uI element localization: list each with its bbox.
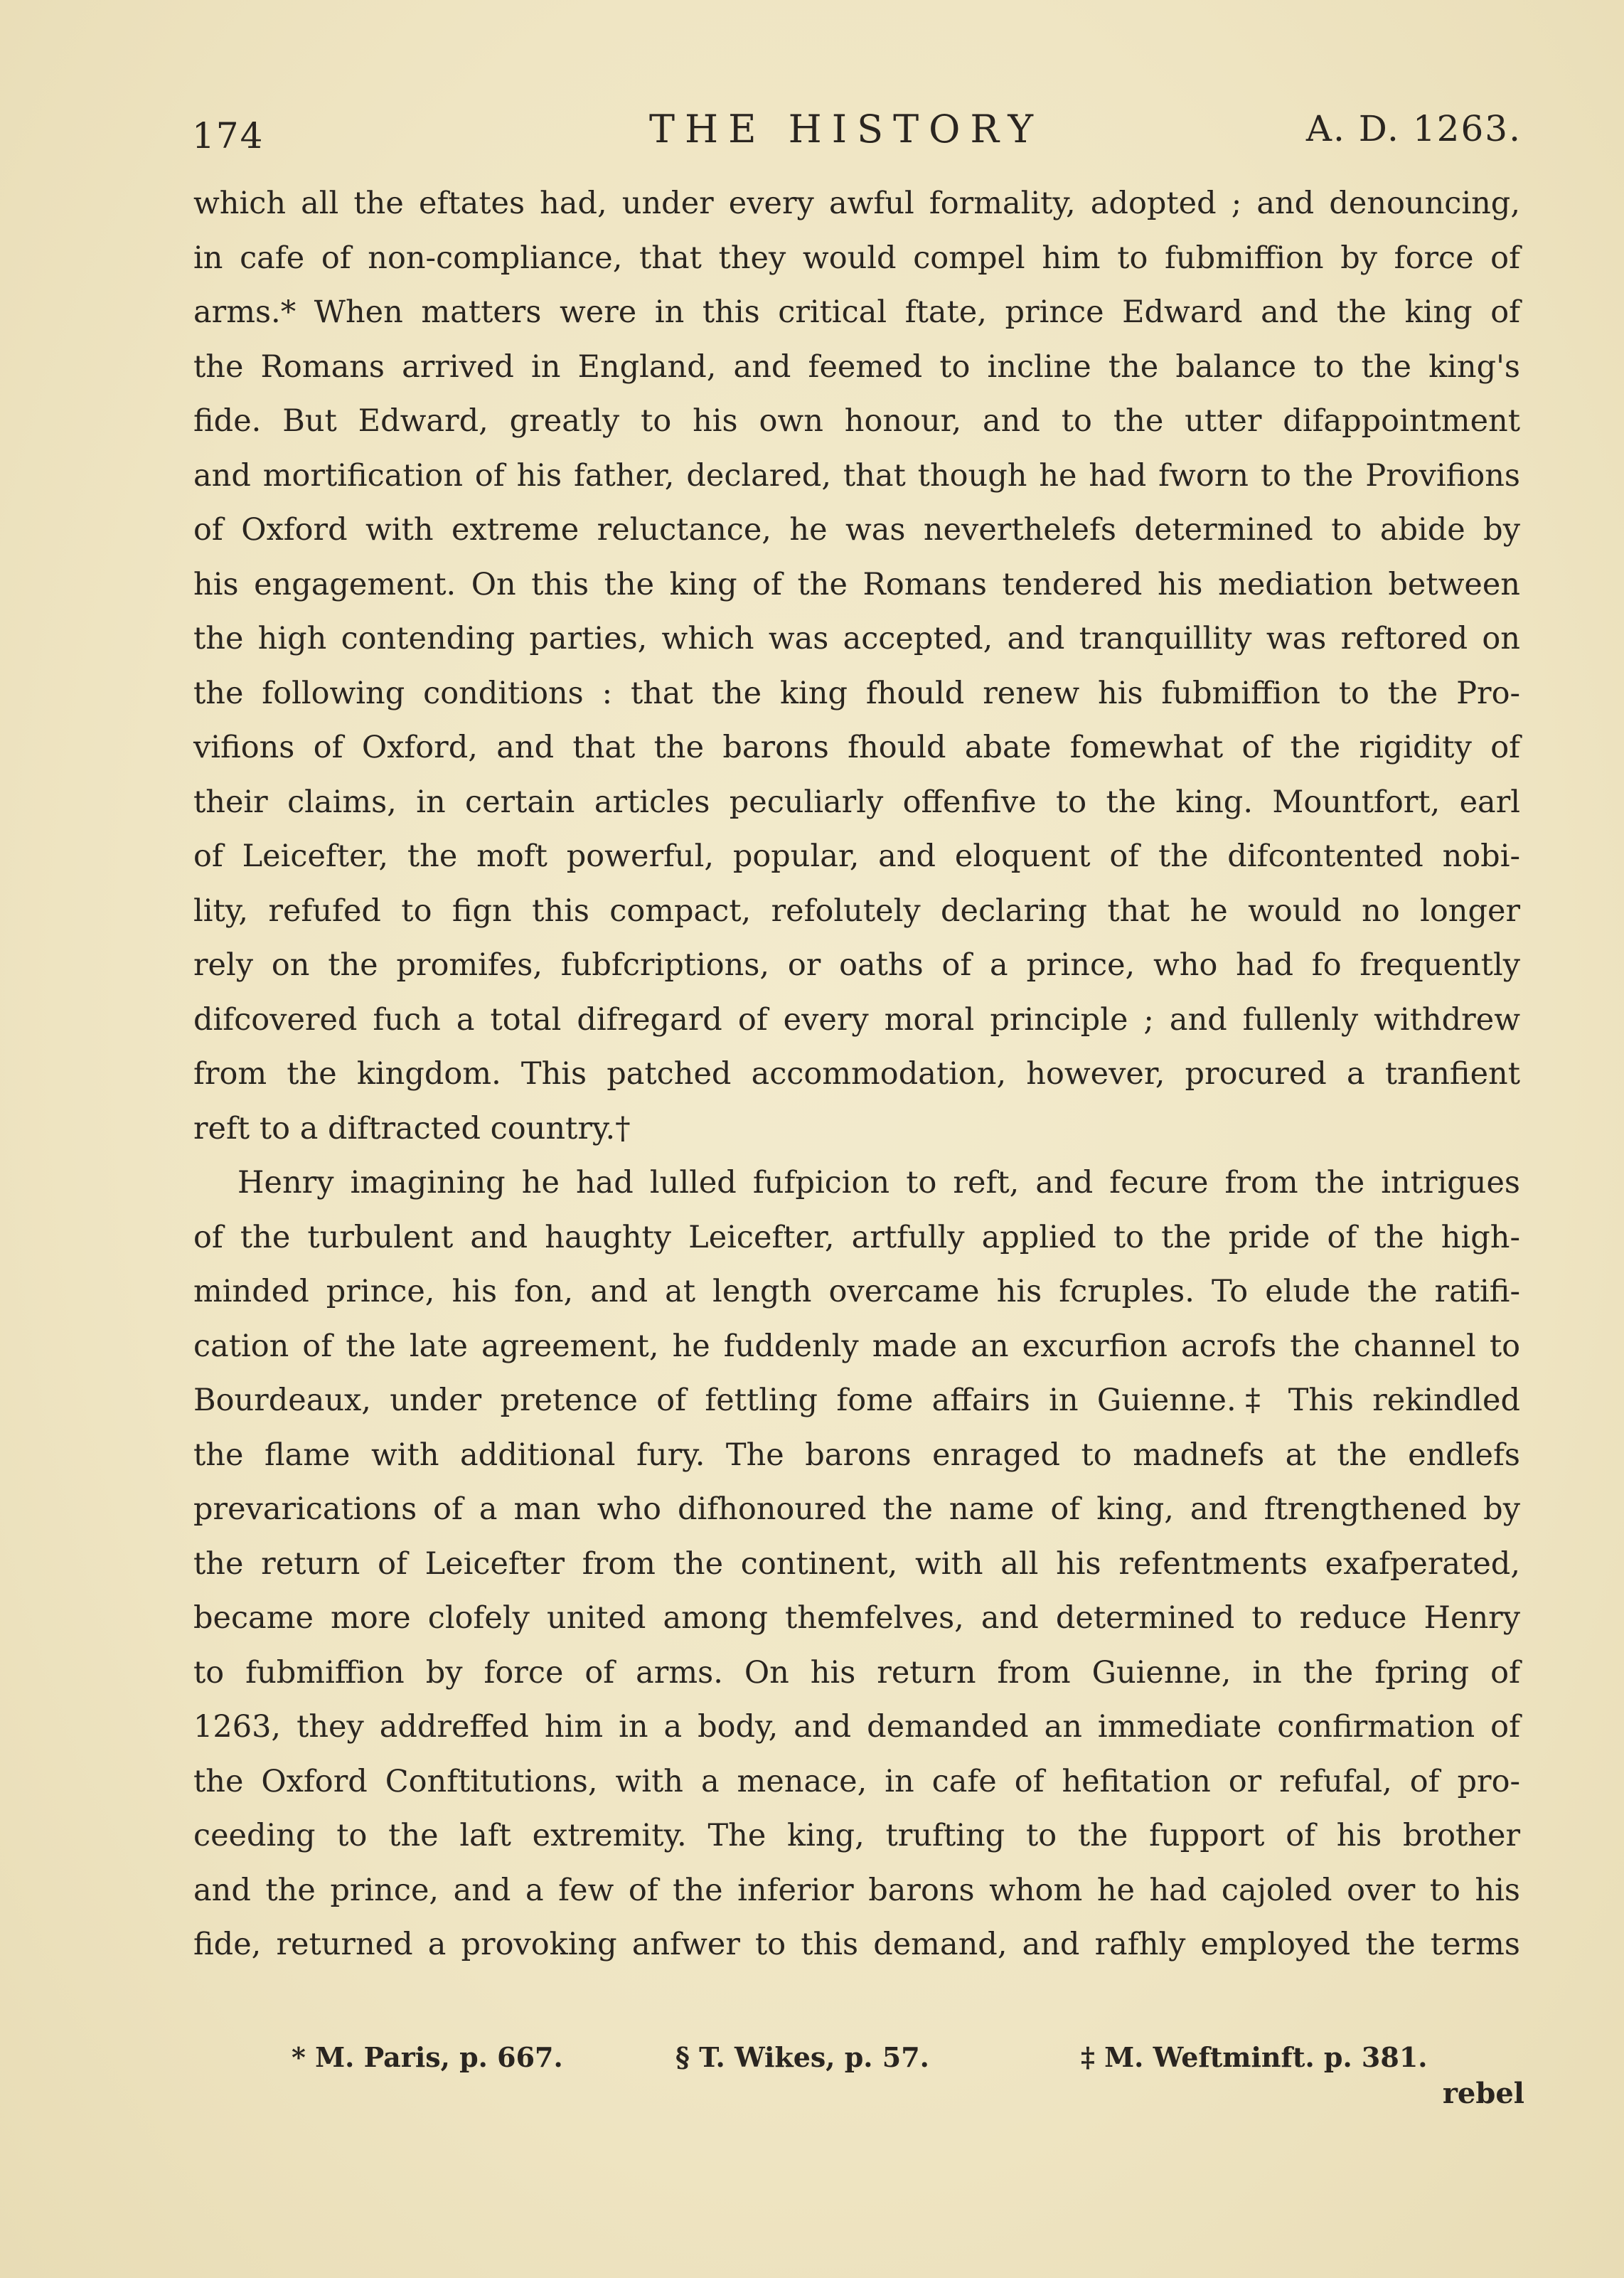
text-line: the flame with additional fury. The barons enraged to madnefs at the endlefs (193, 1437, 1520, 1473)
text-line: became more clofely united among themfelves, and determined to reduce Henry (193, 1600, 1520, 1636)
page-number: 174 (192, 115, 265, 156)
page-header (171, 107, 1522, 171)
text-line: the return of Leicefter from the continent, with all his refentments exafperated, (193, 1545, 1520, 1582)
text-line: ceeding to the laft extremity. The king, trufting to the fupport of his brother (193, 1818, 1520, 1853)
text-line: Henry imagining he had lulled fufpicion to reft, and fecure from the intrigues (237, 1165, 1520, 1201)
text-line: and mortification of his father, declared, that though he had fworn to the Provifions (193, 457, 1520, 494)
text-line: the high contending parties, which was accepted, and tranquillity was reftored on (193, 621, 1520, 656)
text-line: in cafe of non-compliance, that they would compel him to fubmiffion by force of (193, 240, 1520, 276)
body-text (193, 176, 1520, 1972)
text-line: of Leicefter, the moft powerful, popular, and eloquent of the difcontented nobi- (193, 839, 1520, 874)
text-line: rely on the promifes, fubfcriptions, or oaths of a prince, who had fo frequently (193, 947, 1520, 983)
text-line: his engagement. On this the king of the Romans tendered his mediation between (193, 566, 1520, 602)
catchword: rebel (1442, 2077, 1524, 2110)
footnote: * M. Paris, p. 667. (292, 2041, 563, 2073)
text-line: lity, refufed to fign this compact, refolutely declaring that he would no longer (193, 893, 1520, 929)
footnote: § T. Wikes, p. 57. (675, 2041, 929, 2073)
text-line: prevarications of a man who difhonoured the name of king, and ftrengthened by (193, 1491, 1520, 1527)
text-line: the Romans arrived in England, and feemed to incline the balance to the king's (193, 348, 1520, 385)
text-line: of the turbulent and haughty Leicefter, artfully applied to the pride of the high- (193, 1219, 1520, 1255)
text-line: of Oxford with extreme reluctance, he was neverthelefs determined to abide by (193, 512, 1520, 548)
text-line: the Oxford Conftitutions, with a menace, in cafe of hefitation or refufal, of pro- (193, 1763, 1520, 1799)
text-line: difcovered fuch a total difregard of every moral principle ; and fullenly withdrew (193, 1001, 1520, 1038)
text-line: their claims, in certain articles peculiarly offenfive to the king. Mountfort, earl (193, 784, 1520, 820)
text-line: from the kingdom. This patched accommodation, however, procured a tranfient (193, 1056, 1520, 1092)
text-line: and the prince, and a few of the inferior barons whom he had cajoled over to his (193, 1872, 1520, 1908)
text-line: cation of the late agreement, he fuddenly made an excurfion acrofs the channel to (193, 1328, 1520, 1364)
running-title: THE HISTORY (648, 107, 1044, 151)
text-line: vifions of Oxford, and that the barons fhould abate fomewhat of the rigidity of (193, 730, 1520, 765)
text-line: fide. But Edward, greatly to his own honour, and to the utter difappointment (193, 403, 1520, 439)
text-line: fide, returned a provoking anfwer to this demand, and rafhly employed the terms (193, 1927, 1520, 1962)
text-line: minded prince, his fon, and at length overcame his fcruples. To elude the ratifi- (193, 1274, 1520, 1309)
text-line: 1263, they addreffed him in a body, and demanded an immediate confirmation of (193, 1709, 1520, 1745)
text-line: reft to a diftracted country.† (193, 1110, 631, 1146)
text-line: the following conditions : that the king fhould renew his fubmiffion to the Pro- (193, 675, 1520, 711)
text-line: which all the eftates had, under every awful formality, adopted ; and denouncing, (193, 186, 1520, 221)
footnote: ‡ M. Weftminft. p. 381. (1081, 2041, 1428, 2073)
year-heading: A. D. 1263. (1305, 108, 1522, 149)
text-line: to fubmiffion by force of arms. On his return from Guienne, in the fpring of (193, 1654, 1520, 1691)
text-line: Bourdeaux, under pretence of fettling fome affairs in Guienne.‡ This rekindled (193, 1383, 1520, 1418)
text-line: arms.* When matters were in this critical ftate, prince Edward and the king of (193, 294, 1520, 330)
footnotes (292, 2041, 1486, 2091)
